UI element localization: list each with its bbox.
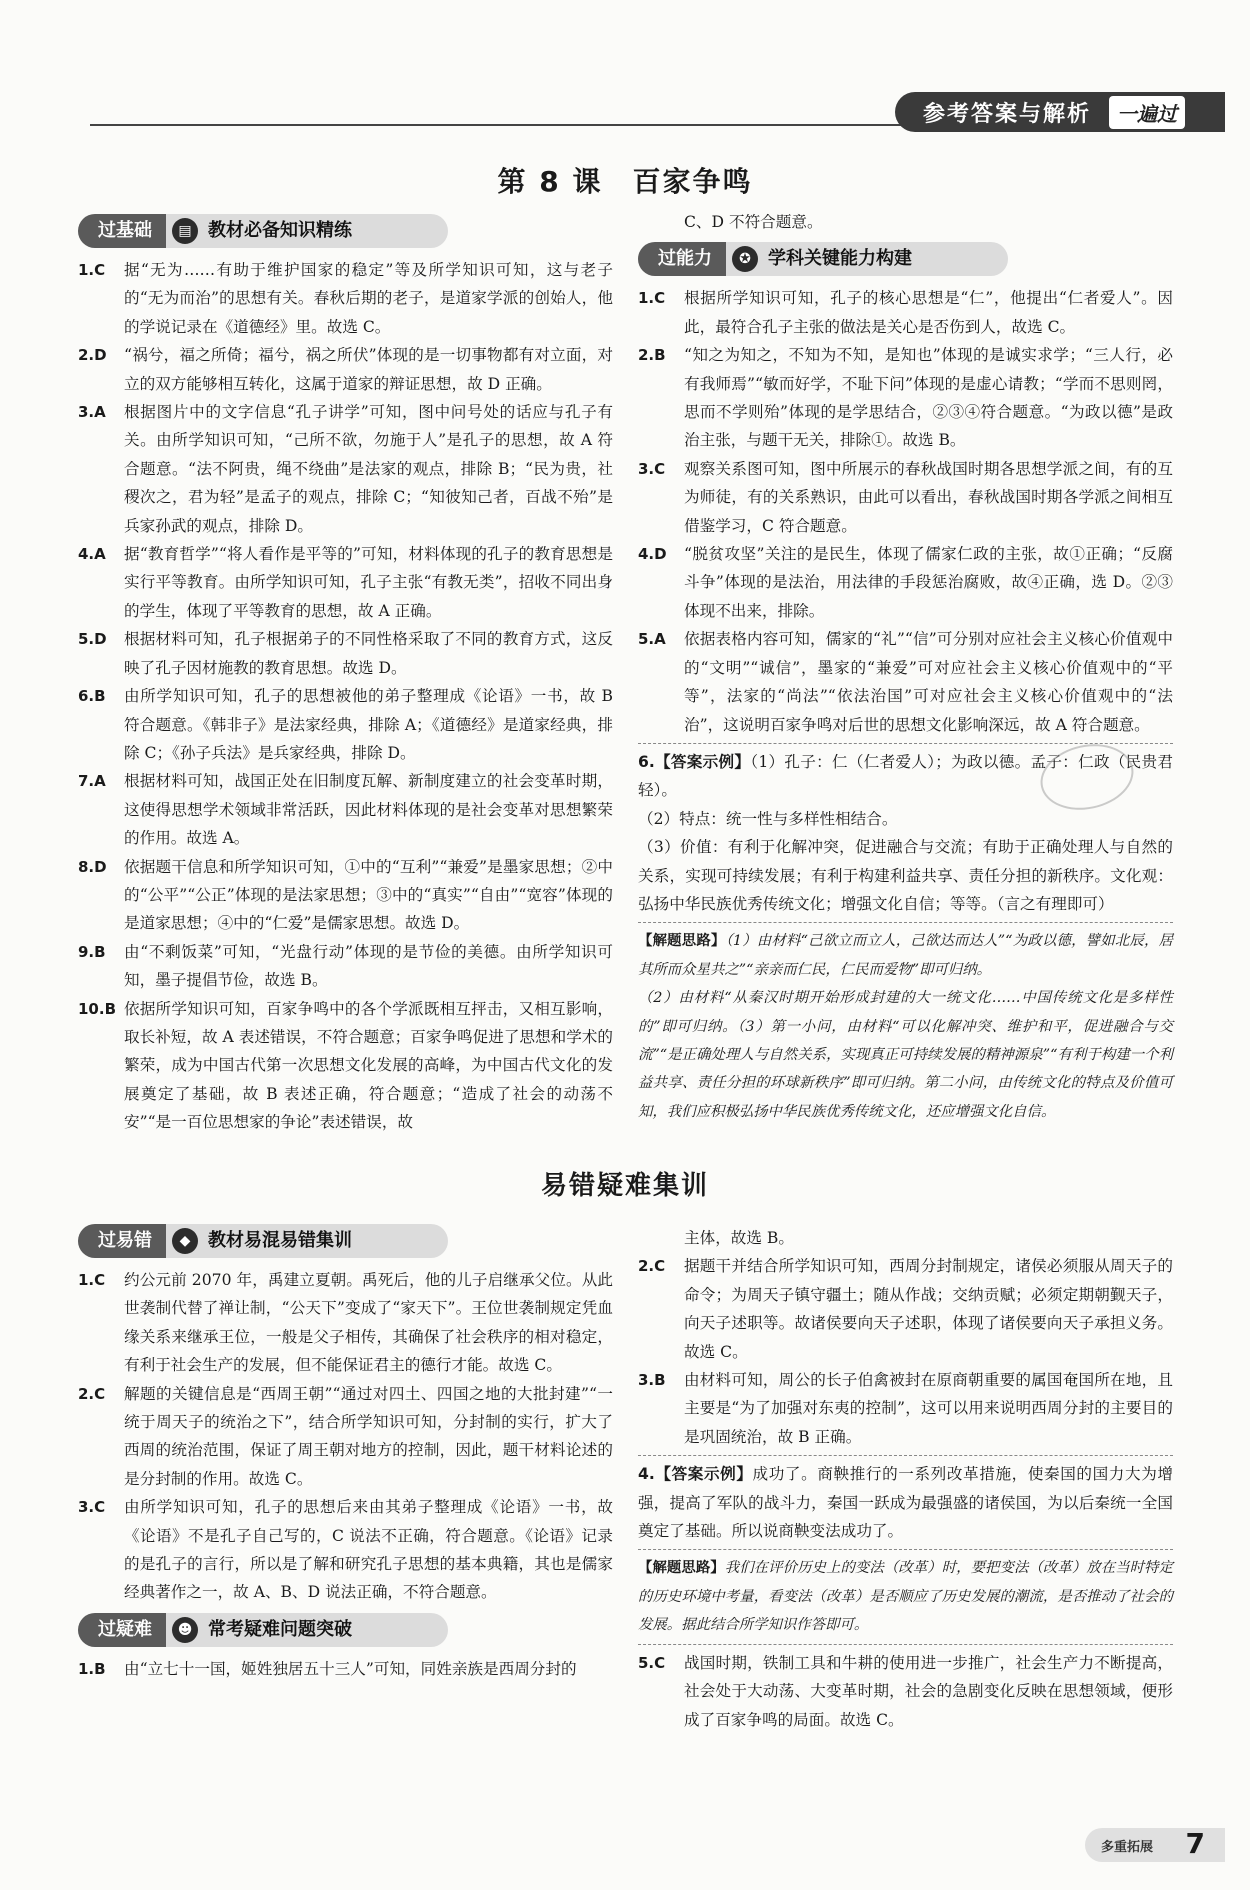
answer-number: 3.B — [638, 1371, 666, 1390]
answer-number: 1.C — [78, 261, 106, 279]
tag-difficult — [78, 1613, 448, 1647]
lesson-title: 第 8 课 百家争鸣 — [497, 165, 753, 198]
difficult-cont-section — [638, 1224, 1173, 1734]
answer-item — [638, 1252, 1173, 1366]
answer-number: 5.C — [638, 1653, 666, 1672]
medal-icon: ✪ — [732, 246, 758, 272]
tag-basic — [78, 214, 448, 248]
dash-line — [638, 922, 1173, 923]
answer-text: 根据材料可知，孔子根据弟子的不同性格采取了不同的教育方式，这反映了孔子因材施教的教育思想。故选 D。 — [124, 630, 613, 677]
answer-item — [78, 1266, 613, 1380]
q4-note — [638, 1554, 1173, 1639]
answer-item — [78, 853, 613, 938]
tag-error-desc: 教材易混易错集训 — [208, 1229, 352, 1251]
answer-number: 1.B — [78, 1659, 106, 1678]
note-first: （1）由材料“己欲立而立人，己欲达而达人”“为政以德，譬如北辰，居其所而众星共之”“亲亲而仁民，仁民而爱物”即可归纳。 — [638, 933, 1173, 978]
section-title: 易错疑难集训 — [540, 1171, 709, 1201]
tag-error-label: 过易错 — [78, 1224, 166, 1258]
q4-answer — [638, 1460, 1173, 1545]
answer-item — [78, 1655, 613, 1683]
answer-text: “祸兮，福之所倚；福兮，祸之所伏”体现的是一切事物都有对立面，对立的双方能够相互转化，这属于道家的辩证思想，故 D 正确。 — [124, 346, 613, 393]
answer-item — [78, 341, 613, 398]
answer-item — [638, 341, 1173, 455]
answer-text: 由“不剩饭菜”可知，“光盘行动”体现的是节俭的美德。由所学知识可知，墨子提倡节俭，故选 B。 — [124, 942, 613, 990]
tag-difficult-desc: 常考疑难问题突破 — [208, 1618, 352, 1640]
dash-line — [638, 1455, 1173, 1456]
answer-text: 战国时期，铁制工具和牛耕的使用进一步推广，社会生产力不断提高，社会处于大动荡、大变革时期，社会的急剧变化反映在思想领域，便形成了百家争鸣的局面。故选 C。 — [684, 1653, 1173, 1729]
tag-difficult-label: 过疑难 — [78, 1613, 166, 1647]
tag-error — [78, 1224, 448, 1258]
q6-note — [638, 927, 1173, 984]
q4-label: 4.【答案示例】 — [638, 1465, 753, 1484]
answer-item — [638, 540, 1173, 625]
answer-text: 由所学知识可知，孔子的思想被他的弟子整理成《论语》一书，故 B 符合题意。《韩非子》是法家经典，排除 A；《道德经》是道家经典，排除 C；《孙子兵法》是兵家经典，排除 D。 — [124, 687, 613, 762]
error-section — [78, 1218, 613, 1683]
answer-text: 依据表格内容可知，儒家的“礼”“信”可分别对应社会主义核心价值观中的“文明”“诚信”，墨家的“兼爱”可对应社会主义核心价值观中的“平等”，法家的“尚法”“依法治国”可对应社会主义核心价值观中的“法治”，这说明百家争鸣对后世的思想文化影响深远，故 A 符合题意。 — [684, 630, 1173, 734]
answer-number: 3.A — [78, 403, 106, 422]
tag-basic-desc: 教材必备知识精练 — [208, 219, 352, 241]
answer-text: “脱贫攻坚”关注的是民生，体现了儒家仁政的主张，故①正确；“反腐斗争”体现的是法治，用法律的手段惩治腐败，故④正确，选 D。②③体现不出来，排除。 — [684, 545, 1173, 620]
q4-note-first: 我们在评价历史上的变法（改革）时，要把变法（改革）放在当时特定的历史环境中考量，看变法（改革）是否顺应了历史发展的潮流，是否推动了社会的发展。据此结合所学知识作答即可。 — [638, 1560, 1173, 1634]
answer-number: 2.D — [78, 346, 107, 365]
answer-item — [638, 1366, 1173, 1451]
answer-number: 6.B — [78, 687, 106, 706]
answer-text: 据“无为……有助于维护国家的稳定”等及所学知识可知，这与老子的“无为而治”的思想有关。春秋后期的老子，是道家学派的创始人，他的学说记录在《道德经》里。故选 C。 — [124, 261, 613, 336]
difficult-cont: 主体，故选 B。 — [684, 1229, 794, 1247]
answer-item — [638, 625, 1173, 739]
answer-number: 2.B — [638, 346, 666, 365]
tag-ability-label: 过能力 — [638, 242, 726, 276]
answer-item — [78, 1493, 613, 1607]
answer-item — [78, 767, 613, 852]
brand-logo: 一遍过 — [1109, 96, 1185, 129]
answer-text: “知之为知之，不知为不知，是知也”体现的是诚实求学；“三人行，必有我师焉”“敏而好学，不耻下问”体现的是虚心请教；“学而不思则罔，思而不学则殆”体现的是学思结合，②③④符合题意。“为政以德”是政治主张，与题干无关，排除①。故选 B。 — [684, 346, 1173, 450]
q6-line-2: （2）特点：统一性与多样性相结合。 — [638, 809, 898, 828]
answer-number: 1.C — [78, 1271, 106, 1289]
basic-cont: C、D 不符合题意。 — [684, 213, 823, 231]
answer-text: 依据题干信息和所学知识可知，①中的“互利”“兼爱”是墨家思想；②中的“公平”“公正”体现的是法家思想；③中的“真实”“自由”“宽容”体现的是道家思想；④中的“仁爱”是儒家思想。故选 D。 — [124, 857, 613, 933]
answer-item — [78, 398, 613, 540]
answer-number: 2.C — [78, 1384, 106, 1403]
answer-text: 据“教育哲学”“将人看作是平等的”可知，材料体现的孔子的教育思想是实行平等教育。由所学知识可知，孔子主张“有教无类”，招收不同出身的学生，体现了平等教育的思想，故 A 正确。 — [124, 545, 613, 620]
answer-item — [638, 455, 1173, 540]
answer-item — [78, 540, 613, 625]
answer-item — [638, 284, 1173, 341]
answer-number: 1.C — [638, 289, 666, 308]
tag-ability — [638, 242, 1008, 276]
answer-text: 由“立七十一国，姬姓独居五十三人”可知，同姓亲族是西周分封的 — [124, 1659, 577, 1678]
answer-item — [78, 1380, 613, 1494]
page-number: 7 — [1185, 1827, 1205, 1860]
answer-text: 由所学知识可知，孔子的思想后来由其弟子整理成《论语》一书，故《论语》不是孔子自己写的，C 说法不正确，符合题意。《论语》记录的是孔子的言行，所以是了解和研究孔子思想的基本典籍，其也是儒家经典著作之一，故 A、B、D 说法正确，不符合题意。 — [124, 1498, 613, 1602]
dash-line — [638, 1644, 1173, 1645]
answer-text: 由材料可知，周公的长子伯禽被封在原商朝重要的属国奄国所在地，且主要是“为了加强对东夷的控制”，这可以用来说明西周分封的主要目的是巩固统治，故 B 正确。 — [684, 1371, 1173, 1446]
answer-item — [78, 256, 613, 341]
difficult-list — [78, 1655, 613, 1683]
answer-number: 4.A — [78, 545, 106, 564]
answer-number: 3.C — [78, 1498, 106, 1517]
q6-first: （1）孔子：仁（仁者爱人）；为政以德。孟子：仁政（民贵君轻）。 — [638, 752, 1174, 800]
tag-ability-desc: 学科关键能力构建 — [768, 248, 912, 270]
answer-text: 根据材料可知，战国正处在旧制度瓦解、新制度建立的社会变革时期，这使得思想学术领域非常活跃，因此材料体现的是社会变革对思想繁荣的作用。故选 A。 — [124, 772, 613, 848]
dash-line — [638, 1549, 1173, 1550]
answer-text: 约公元前 2070 年，禹建立夏朝。禹死后，他的儿子启继承父位。从此世袭制代替了禅让制，“公天下”变成了“家天下”。王位世袭制规定凭血缘关系来继承王位，一般是父子相传，其确保了社会秩序的相对稳定，有利于社会生产的发展，但不能保证君主的德行才能。故选 C。 — [124, 1271, 613, 1375]
error-list — [78, 1266, 613, 1607]
tag-basic-label: 过基础 — [78, 214, 166, 248]
answer-item — [78, 625, 613, 682]
answer-number: 5.D — [78, 630, 107, 649]
answer-text: 依据所学知识可知，百家争鸣中的各个学派既相互抨击，又相互影响，取长补短，故 A 表述错误，不符合题意；百家争鸣促进了思想和学术的繁荣，成为中国古代第一次思想文化发展的高峰，为中国古代文化的发展奠定了基础，故 B 表述正确，符合题意；“造成了社会的动荡不安”“是一百位思想家的争论”表述错误，故 — [124, 999, 613, 1132]
answer-number: 8.D — [78, 857, 107, 876]
q4-note-label: 【解题思路】 — [638, 1560, 725, 1577]
answer-text: 据题干并结合所学知识可知，西周分封制规定，诸侯必须服从周天子的命令；为周天子镇守疆土；随从作战；交纳贡赋；必须定期朝觐天子，向天子述职等。故诸侯要向天子述职，体现了诸侯要向天子承担义务。故选 C。 — [684, 1257, 1173, 1361]
answer-text: 根据所学知识可知，孔子的核心思想是“仁”，他提出“仁者爱人”。因此，最符合孔子主张的做法是关心是否伤到人，故选 C。 — [684, 289, 1173, 336]
header-title: 参考答案与解析 — [923, 101, 1092, 127]
ability-section — [638, 208, 1173, 1126]
basic-section — [78, 208, 613, 1137]
answer-text: 观察关系图可知，图中所展示的春秋战国时期各思想学派之间，有的互为师徒，有的关系熟识，由此可以看出，春秋战国时期各学派之间相互借鉴学习，C 符合题意。 — [684, 459, 1173, 535]
answer-number: 4.D — [638, 545, 667, 564]
answer-text: 根据图片中的文字信息“孔子讲学”可知，图中问号处的话应与孔子有关。由所学知识可知，“己所不欲，勿施于人”是孔子的思想，故 A 符合题意。“法不阿贵，绳不绕曲”是法家的观点，排除 B；“民为贵，社稷次之，君为轻”是孟子的观点，排除 C；“知彼知己者，百战不殆”是兵家孙武的观点，排除 D。 — [124, 403, 613, 535]
answer-number: 5.A — [638, 630, 666, 649]
footer-label: 多重拓展 — [1101, 1839, 1154, 1855]
book-icon: ▤ — [172, 218, 198, 244]
q6-label: 6.【答案示例】 — [638, 752, 751, 771]
answer-number: 3.C — [638, 459, 666, 478]
difficult-list-right — [638, 1252, 1173, 1451]
q6-note-rest: （2）由材料“从秦汉时期开始形成封建的大一统文化……中国传统文化是多样性的”即可归纳。（3）第一小问，由材料“可以化解冲突、维护和平，促进融合与交流”“是正确处理人与自然关系，实现真正可持续发展的精神源泉”“有利于构建一个利益共享、责任分担的环球新秩序”即可归纳。第二小问，由传统文化的特点及价值可知，我们应积极弘扬中华民族优秀传统文化，还应增强文化自信。 — [638, 990, 1173, 1120]
answer-number: 7.A — [78, 772, 106, 791]
q6-line-3: （3）价值：有利于化解冲突，促进融合与交流；有助于正确处理人与自然的关系，实现可持续发展；有利于构建利益共享、责任分担的新秩序。文化观：弘扬中华民族优秀传统文化；增强文化自信；等等。（言之有理即可） — [638, 838, 1173, 913]
face-icon: ☻ — [172, 1617, 198, 1643]
answer-number: 9.B — [78, 942, 106, 961]
answer-item — [638, 1649, 1173, 1734]
basic-list — [78, 256, 613, 1137]
q4-first: 成功了。商鞅推行的一系列改革措施，使秦国的国力大为增强，提高了军队的战斗力，秦国一跃成为最强盛的诸侯国，为以后秦统一全国奠定了基础。所以说商鞅变法成功了。 — [638, 1465, 1173, 1541]
answer-item — [78, 682, 613, 767]
answer-text: 解题的关键信息是“西周王朝”“通过对四土、四国之地的大批封建”“一统于周天子的统治之下”，结合所学知识可知，分封制的实行，扩大了西周的统治范围，保证了周王朝对地方的控制，因此，题干材料论述的是分封制的作用。故选 C。 — [124, 1384, 613, 1488]
ability-list — [638, 284, 1173, 739]
answer-item — [78, 995, 613, 1137]
turtle-icon: ◆ — [172, 1228, 198, 1254]
note-label: 【解题思路】 — [638, 933, 726, 950]
answer-item — [78, 938, 613, 995]
header-pill — [895, 92, 1225, 132]
answer-number: 10.B — [78, 999, 117, 1018]
answer-number: 2.C — [638, 1257, 666, 1276]
